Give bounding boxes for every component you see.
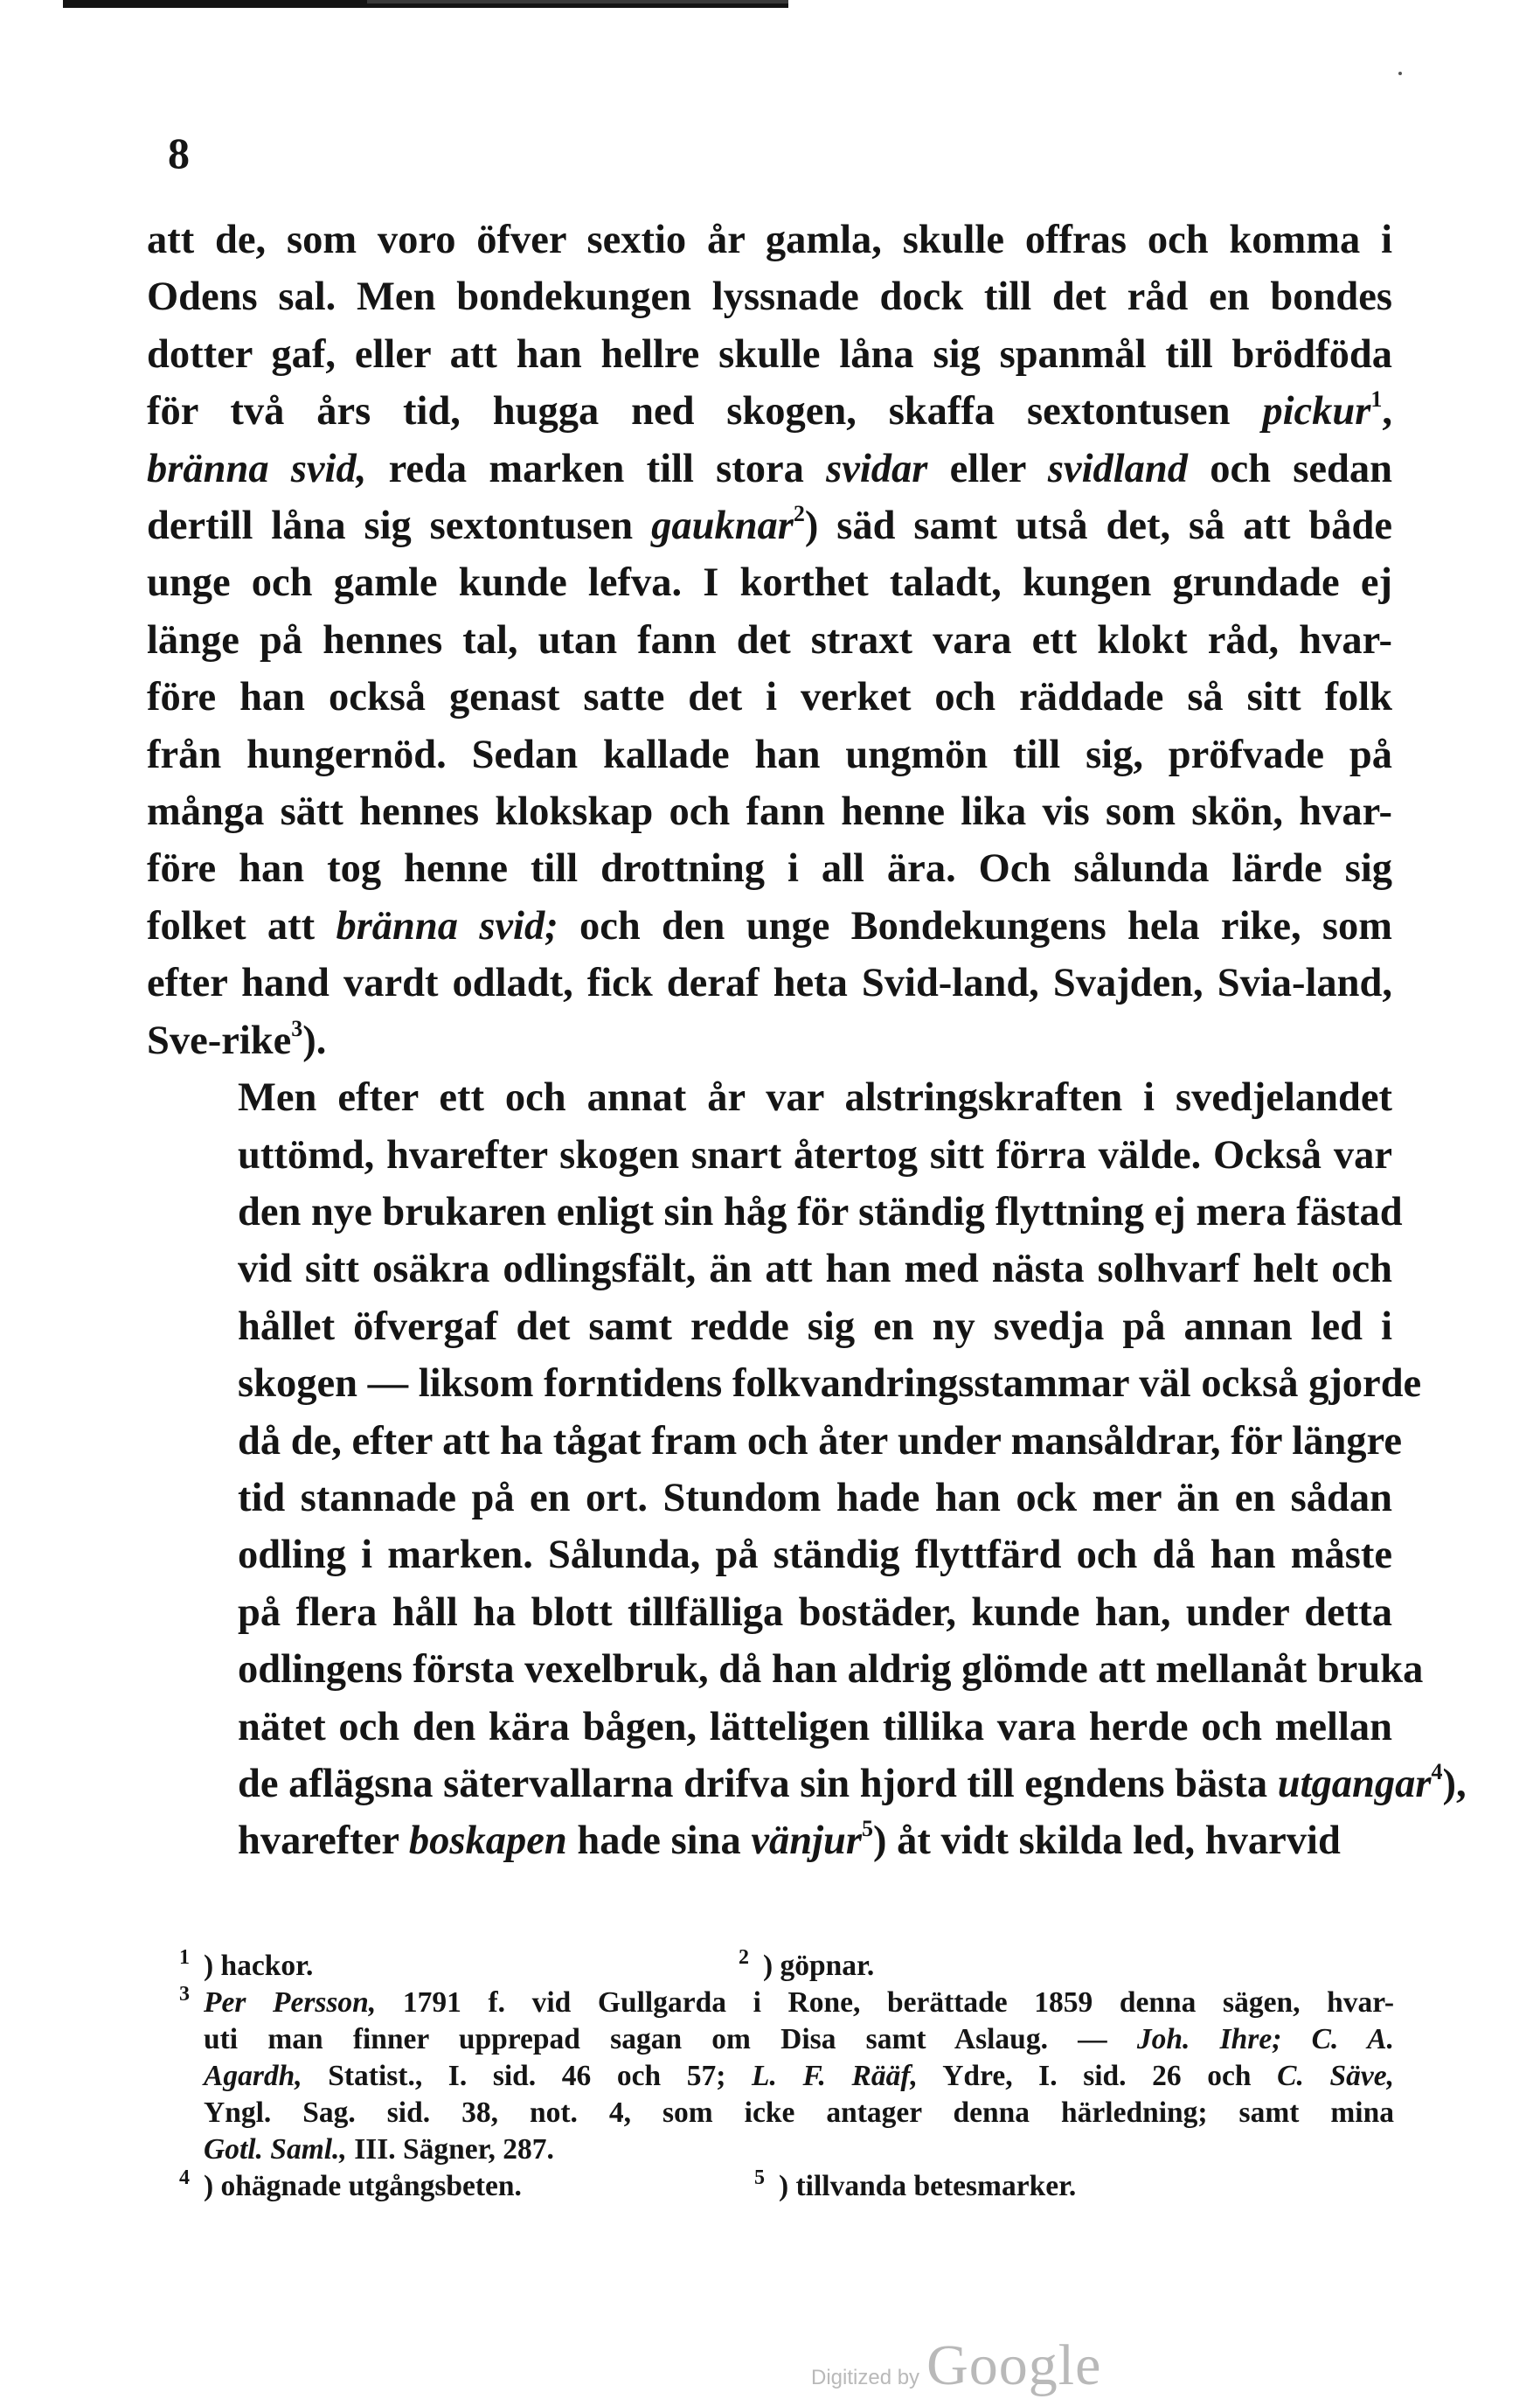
text-line: [147, 669, 1392, 726]
text-line: [147, 783, 1392, 840]
text-run: III. Sägner, 287.: [346, 2133, 554, 2166]
footnote-5-mark: 5: [754, 2166, 765, 2189]
italic-run: vänjur: [751, 1818, 862, 1864]
top-rule-thin: [367, 0, 788, 3]
text-run: länge på hennes tal, utan fann det straxt vara ett klokt råd, hvar-: [147, 617, 1392, 663]
text-line: [147, 1184, 1403, 1241]
google-watermark: [811, 2333, 1101, 2399]
text-run: reda marken till stora: [366, 446, 827, 491]
text-run: efter hand vardt odladt, fick deraf heta Svid-land, Svajden, Svia-land,: [147, 961, 1392, 1006]
text-line: [147, 1127, 1392, 1184]
text-line: [147, 1241, 1392, 1297]
italic-run: bränna svid;: [336, 903, 558, 949]
text-run: då de, efter att ha tågat fram och åter under mansåldrar, för längre: [238, 1418, 1402, 1464]
text-line: [147, 383, 1392, 440]
text-line: [147, 1355, 1422, 1412]
text-run: hade sina: [566, 1818, 752, 1864]
footnote-ref: 5: [861, 1816, 873, 1842]
text-line: [147, 1584, 1392, 1641]
text-run: från hungernöd. Sedan kallade han ungmön till sig, pröfvade på: [147, 732, 1392, 777]
text-run: Sve-rike: [147, 1018, 292, 1063]
text-run: Ydre, I. sid. 26 och: [917, 2060, 1278, 2092]
text-line: [147, 1641, 1424, 1698]
italic-run: C. A.: [1311, 2023, 1395, 2055]
footnote-3: [179, 1985, 1394, 2168]
text-run: ) åt vidt skilda led, hvarvid: [872, 1818, 1341, 1864]
text-run: tid stannade på en ort. Stundom hade han ock mer än en sådan: [238, 1475, 1392, 1520]
text-line: [147, 1699, 1392, 1756]
text-run: före han tog henne till drottning i all ära. Och sålunda lärde sig: [147, 846, 1392, 892]
text-run: odling i marken. Sålunda, på ständig flyttfärd och då han måste: [238, 1533, 1392, 1578]
text-line: [147, 1812, 1392, 1869]
body-text: [147, 212, 1467, 1870]
text-line: [204, 1985, 1394, 2021]
text-line: [147, 1413, 1402, 1470]
footnote-3-body: [204, 1985, 1394, 2168]
text-run: före han också genast satte det i verket och räddade så sitt folk: [147, 675, 1392, 720]
text-run: dotter gaf, eller att han hellre skulle låna sig spanmål till brödföda: [147, 331, 1392, 377]
text-line: [147, 1526, 1392, 1583]
text-run: dertill låna sig sextontusen: [147, 504, 652, 549]
watermark-google-logo: Google: [926, 2333, 1102, 2397]
paragraph-2: [147, 1069, 1467, 1870]
text-run: för två års tid, hugga ned skogen, skaffa sextontusen: [147, 389, 1263, 435]
text-run: ) säd samt utså det, så att både: [804, 504, 1392, 549]
italic-run: Joh. Ihre;: [1136, 2023, 1282, 2055]
text-line: [204, 2131, 1394, 2168]
text-line: [147, 1756, 1467, 1812]
footnote-ref: 1: [1370, 386, 1383, 413]
italic-run: gauknar: [651, 504, 794, 549]
text-run: ).: [302, 1018, 327, 1063]
text-line: [147, 497, 1392, 554]
text-line: [147, 840, 1392, 897]
text-run: odlingens första vexelbruk, då han aldrig glömde att mellanåt bruka: [238, 1647, 1424, 1693]
footnote-2-mark: 2: [739, 1946, 749, 1969]
italic-run: Gotl. Saml.,: [204, 2133, 347, 2166]
text-run: vid sitt osäkra odlingsfält, än att han med nästa solhvarf helt och: [238, 1247, 1392, 1292]
footnote-ref: 2: [793, 501, 805, 527]
text-line: [204, 2021, 1394, 2058]
footnote-4-text: ) ohägnade utgångsbeten.: [204, 2170, 522, 2202]
text-run: uttömd, hvarefter skogen snart återtog sitt förra välde. Också var: [238, 1132, 1392, 1178]
watermark-digitized-by: Digitized by: [811, 2366, 920, 2389]
italic-run: boskapen: [408, 1818, 567, 1864]
text-run: nätet och den kära bågen, lätteligen tillika vara herde och mellan: [238, 1704, 1392, 1749]
text-line: [147, 955, 1392, 1012]
text-run: Men efter ett och annat år var alstringskraften i svedjelandet: [238, 1075, 1392, 1121]
italic-run: C. Säve,: [1277, 2060, 1394, 2092]
text-run: ,: [1382, 389, 1392, 435]
text-run: den nye brukaren enligt sin håg för ständig flyttning ej mera fästad: [238, 1189, 1403, 1234]
text-run: 1791 f. vid Gullgarda i Rone, berättade 1859 denna sägen, hvar-: [376, 1986, 1394, 2019]
text-line: [147, 268, 1392, 325]
text-run: folket att: [147, 903, 336, 949]
text-run: eller: [927, 446, 1048, 491]
paragraph-1: [147, 212, 1392, 1069]
footnote-5-text: ) tillvanda betesmarker.: [779, 2170, 1077, 2202]
text-line: [147, 212, 1392, 268]
footnote-row-1-2: [179, 1948, 1394, 1985]
italic-run: Agardh,: [204, 2060, 302, 2092]
text-run: [1281, 2023, 1311, 2055]
text-run: ),: [1442, 1761, 1467, 1806]
text-run: hvarefter: [238, 1818, 409, 1864]
text-run: Statist., I. sid. 46 och 57;: [302, 2060, 753, 2092]
footnote-ref: 4: [1431, 1758, 1443, 1784]
text-line: [204, 2058, 1394, 2095]
footnote-1-mark: 1: [179, 1946, 190, 1969]
text-line: [204, 2095, 1394, 2131]
paper-speck: [1398, 72, 1402, 75]
text-run: på flera håll ha blott tillfälliga bostäder, kunde han, under detta: [238, 1589, 1392, 1635]
italic-run: bränna svid,: [147, 446, 367, 491]
footnote-4-mark: 4: [179, 2166, 190, 2189]
text-line: [147, 612, 1392, 669]
text-line: [147, 1069, 1392, 1126]
footnotes: [179, 1948, 1394, 2205]
footnote-ref: 3: [291, 1015, 303, 1041]
text-line: [147, 554, 1392, 611]
text-run: och sedan: [1188, 446, 1392, 491]
text-run: uti man finner upprepad sagan om Disa samt Aslaug. —: [204, 2023, 1137, 2055]
italic-run: pickur: [1262, 389, 1371, 435]
italic-run: L. F. Rääf,: [752, 2060, 918, 2092]
text-run: skogen — liksom forntidens folkvandringsstammar väl också gjorde: [238, 1361, 1422, 1407]
italic-run: svidar: [826, 446, 928, 491]
footnote-row-4-5: [179, 2168, 1394, 2205]
text-line: [147, 1298, 1392, 1355]
footnote-3-mark: 3: [179, 1983, 190, 2006]
text-run: hållet öfvergaf det samt redde sig en ny svedja på annan led i: [238, 1304, 1392, 1349]
text-run: många sätt hennes klokskap och fann henne lika vis som skön, hvar-: [147, 789, 1392, 835]
text-run: unge och gamle kunde lefva. I korthet taladt, kungen grundade ej: [147, 560, 1392, 606]
text-run: att de, som voro öfver sextio år gamla, skulle offras och komma i: [147, 218, 1392, 262]
text-run: de aflägsna sätervallarna drifva sin hjord till egndens bästa: [238, 1761, 1278, 1806]
text-line: [147, 898, 1392, 955]
text-line: [147, 1012, 1392, 1069]
text-run: och den unge Bondekungens hela rike, som: [558, 903, 1392, 949]
text-line: [147, 1470, 1392, 1526]
text-line: [147, 326, 1392, 383]
text-line: [147, 441, 1392, 497]
italic-run: Per Persson,: [204, 1986, 377, 2019]
italic-run: utgangar: [1277, 1761, 1432, 1806]
text-run: Yngl. Sag. sid. 38, not. 4, som icke antager denna härledning; samt mina: [204, 2097, 1394, 2129]
text-run: Odens sal. Men bondekungen lyssnade dock till det råd en bondes: [147, 275, 1392, 320]
footnote-2-text: ) göpnar.: [763, 1950, 875, 1982]
footnote-1-text: ) hackor.: [204, 1950, 314, 1982]
italic-run: svidland: [1047, 446, 1189, 491]
text-line: [147, 727, 1392, 783]
page-number: 8: [168, 129, 190, 177]
